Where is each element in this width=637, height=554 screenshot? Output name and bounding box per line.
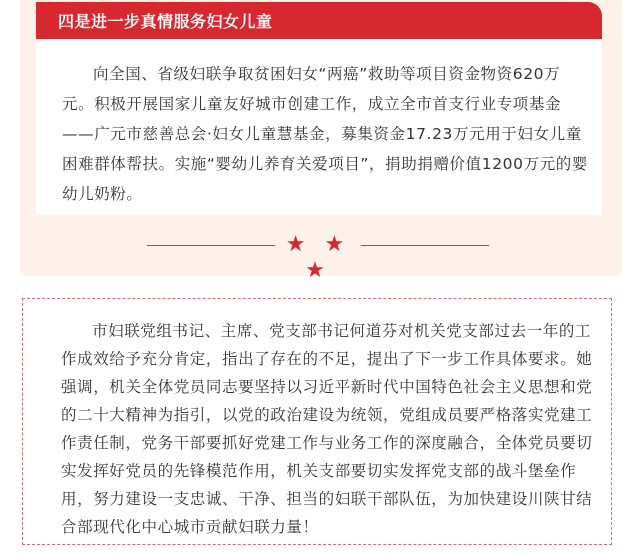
section-heading: 四是进一步真情服务妇女儿童 (58, 12, 273, 31)
summary-box (22, 298, 612, 545)
star-ornament: ★ ★ ★ (285, 232, 351, 283)
section-content-card (36, 39, 602, 215)
divider-line-left (147, 245, 275, 246)
section-paragraph: 向全国、省级妇联争取贫困妇女“两癌”救助等项目资金物资620万元。积极开展国家儿童友好城市创建工作，成立全市首支行业专项基金——广元市慈善总会·妇女儿童慧基金，募集资金17.23万元用于妇女儿童困难群体帮扶。实施“婴幼儿养育关爱项目”，捐助捐赠价值1200万元的婴幼儿奶粉。 (62, 65, 589, 203)
section-heading-bar (36, 2, 602, 39)
summary-paragraph: 市妇联党组书记、主席、党支部书记何道芬对机关党支部过去一年的工作成效给予充分肯定，指出了存在的不足，提出了下一步工作具体要求。她强调，机关全体党员同志要坚持以习近平新时代中国特色社会主义思想和党的二十大精神为指引，以党的政治建设为统领，党组成员要严格落实党建工作责任制，党务干部要抓好党建工作与业务工作的深度融合，全体党员要切实发挥好党员的先锋模范作用，机关支部要切实发挥党支部的战斗堡垒作用，努力建设一支忠诚、干净、担当的妇联干部队伍，为加快建设川陕甘结合部现代化中心城市贡献妇联力量！ (61, 322, 593, 536)
divider-line-right (361, 245, 489, 246)
